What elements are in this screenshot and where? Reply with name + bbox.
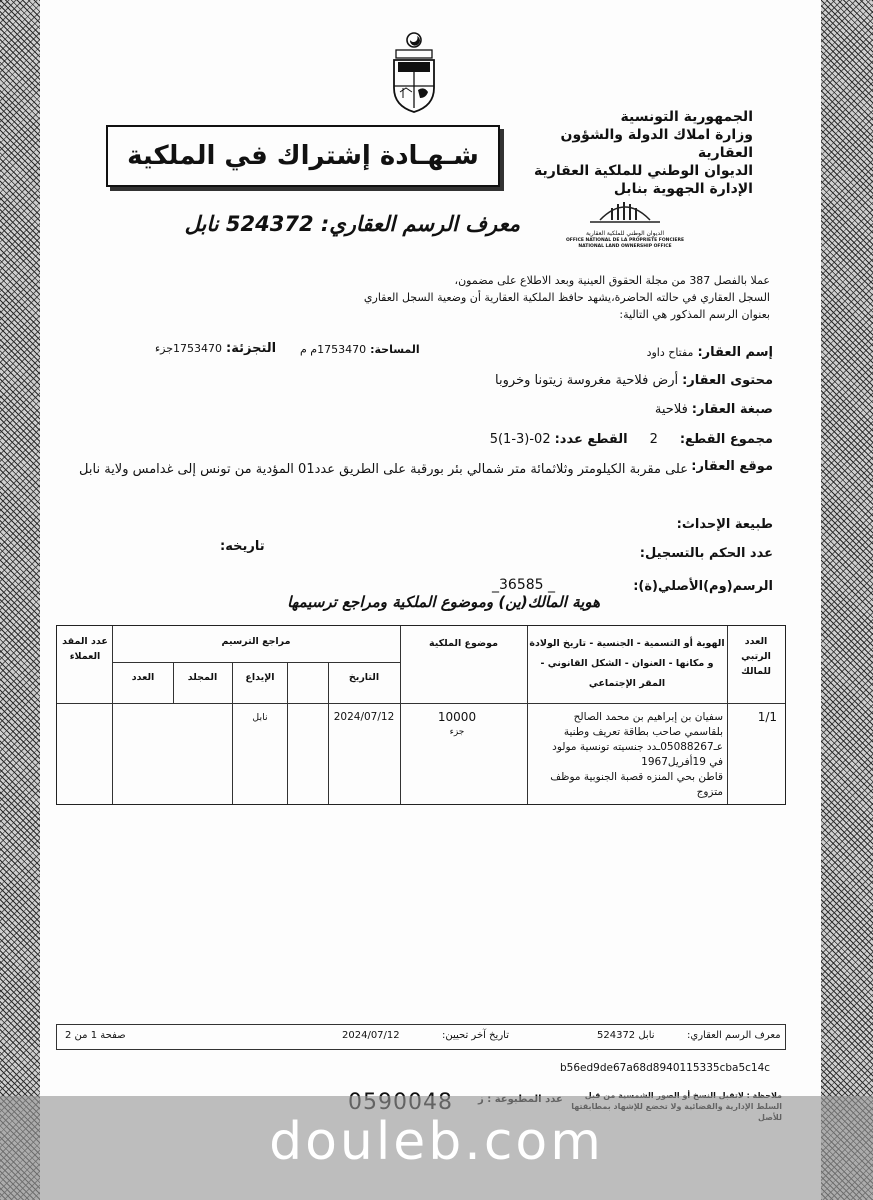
field-type xyxy=(655,401,773,417)
owners-section-title: هوية المالك(ين) وموضوع الملكية ومراجع ترسيمها xyxy=(287,593,600,611)
cell-owner-number: 1/1 xyxy=(757,710,777,724)
cell-ownership-unit: جزء xyxy=(449,727,465,737)
update-date: 2024/07/12 xyxy=(342,1030,400,1041)
field-judgment-date xyxy=(220,538,265,554)
identity-line: عـ05088267ـدد جنسيته تونسية مولود xyxy=(552,741,723,753)
logo-caption-fr: OFFICE NATIONAL DE LA PROPRIETE FONCIERE xyxy=(565,238,685,243)
property-name-value: مفتاح داود xyxy=(646,346,694,359)
subdivision-value: 1753470جزء xyxy=(155,342,223,355)
type-label: صبغة العقار: xyxy=(691,402,773,417)
parcels-value: 2 xyxy=(649,432,658,447)
footer-ref-value: 524372 نابل xyxy=(597,1030,655,1041)
scan-edge-left xyxy=(0,0,40,1200)
original-title-number: 36585 xyxy=(499,577,544,593)
document-hash: b56ed9de67a68d8940115335cba5c14c xyxy=(560,1062,771,1074)
authority-line: الإدارة الجهوية بنابل xyxy=(613,181,753,197)
cell-date: 2024/07/12 xyxy=(333,711,395,723)
document-title: شـهـادة إشتراك في الملكية xyxy=(106,125,500,187)
location-value: على مقربة الكيلومتر وثلاثمائة متر شمالي بئر بورقبة على الطريق عدد01 المؤدية من تونس إلى غدامس ولاية نابل xyxy=(79,462,688,477)
intro-line: عملا بالفصل 387 من مجلة الحقوق العينية وبعد الاطلاع على مضمون، xyxy=(454,274,770,287)
th-owner-number: العدد الرتبي للمالك xyxy=(741,636,771,677)
onpf-logo xyxy=(560,196,690,254)
identity-line: في 19أفريل1967 xyxy=(641,756,723,768)
owners-table xyxy=(56,625,786,805)
logo-caption-ar: الديوان الوطني للملكية العقارية xyxy=(585,230,665,237)
update-label: تاريخ آخر تحيين: xyxy=(442,1030,509,1041)
authority-line: وزارة املاك الدولة والشؤون العقارية xyxy=(560,127,753,161)
judgment-date-label: تاريخه: xyxy=(220,539,265,554)
property-reference xyxy=(140,212,520,236)
judgment-label: عدد الحكم بالتسجيل: xyxy=(639,546,773,561)
subdivision-label: التجزئة: xyxy=(226,341,277,356)
cell-deposit: نابل xyxy=(252,712,268,723)
scan-edge-right xyxy=(821,0,873,1200)
field-events xyxy=(677,516,773,532)
parcels-label: مجموع القطع: xyxy=(679,432,773,447)
content-label: محتوى العقار: xyxy=(682,373,773,388)
th-identity: الهوية أو التسمية - الجنسية - تاريخ الولادة و مكانها - العنوان - الشكل القانوني - المقر الإجتماعي xyxy=(529,638,725,689)
parcel-number-label: القطع عدد: xyxy=(554,432,628,447)
th-registration-refs: مراجع الترسيم xyxy=(221,636,291,647)
area-label: المساحة: xyxy=(370,343,420,356)
content-value: أرض فلاحية مغروسة زيتونا وخروبا xyxy=(495,373,679,388)
th-number: العدد xyxy=(131,672,155,683)
watermark-text: douleb.com xyxy=(269,1112,604,1172)
cell-ownership-value: 10000 xyxy=(437,710,477,724)
logo-caption-en: NATIONAL LAND OWNERSHIP OFFICE xyxy=(578,244,672,249)
footer-info xyxy=(56,1024,786,1050)
identity-line: سفيان بن إبراهيم بن محمد الصالح xyxy=(573,711,723,723)
identity-line: بلقاسمي صاحب بطاقة تعريف وطنية xyxy=(563,726,723,738)
field-location xyxy=(68,458,688,481)
field-judgment xyxy=(640,545,773,561)
intro-text xyxy=(90,272,770,323)
field-original-title xyxy=(633,578,773,594)
ref-value: 524372 نابل xyxy=(184,212,314,236)
field-subdivision xyxy=(155,340,276,356)
area-value: 1753470م م xyxy=(300,343,367,356)
page-indicator: صفحة 1 من 2 xyxy=(65,1030,126,1041)
th-deposit: الإيداع xyxy=(245,672,275,683)
th-owners-count: عدد المقد العملاء xyxy=(62,636,108,662)
location-label: موقع العقار: xyxy=(691,459,773,474)
original-title-label: الرسم(وم)الأصلي(ة): xyxy=(633,579,773,594)
field-property-name xyxy=(647,344,773,360)
field-location-label-wrap xyxy=(691,458,773,474)
events-label: طبيعة الإحداث: xyxy=(676,517,773,532)
identity-line: متزوج xyxy=(696,786,723,798)
type-value: فلاحية xyxy=(654,402,688,417)
onpf-logo-icon xyxy=(560,196,690,226)
th-date: التاريخ xyxy=(348,672,380,683)
identity-line: قاطن بحي المنزه قصبة الجنوبية موظف xyxy=(550,771,723,783)
field-area xyxy=(300,341,420,356)
footer-ref-label: معرف الرسم العقاري: xyxy=(687,1030,781,1041)
ref-label: معرف الرسم العقاري: xyxy=(320,212,520,236)
intro-line: بعنوان الرسم المذكور هي التالية: xyxy=(619,308,770,321)
field-parcels xyxy=(490,431,773,447)
original-title-value: _36585 _ xyxy=(492,577,555,593)
field-content xyxy=(495,372,773,388)
tunisia-emblem-icon xyxy=(388,30,440,116)
intro-line: السجل العقاري في حالته الحاضرة،يشهد حافظ الملكية العقارية أن وضعية السجل العقاري xyxy=(363,291,770,304)
th-volume: المجلد xyxy=(187,672,218,683)
th-ownership-subject: موضوع الملكية xyxy=(428,638,498,649)
property-name-label: إسم العقار: xyxy=(697,345,773,360)
cell-identity xyxy=(531,710,723,800)
parcel-number-value: 5(1-3)-02 xyxy=(489,432,551,447)
authority-line: الجمهورية التونسية xyxy=(620,109,753,125)
authority-line: الديوان الوطني للملكية العقارية xyxy=(534,163,753,179)
issuing-authority xyxy=(513,108,753,198)
